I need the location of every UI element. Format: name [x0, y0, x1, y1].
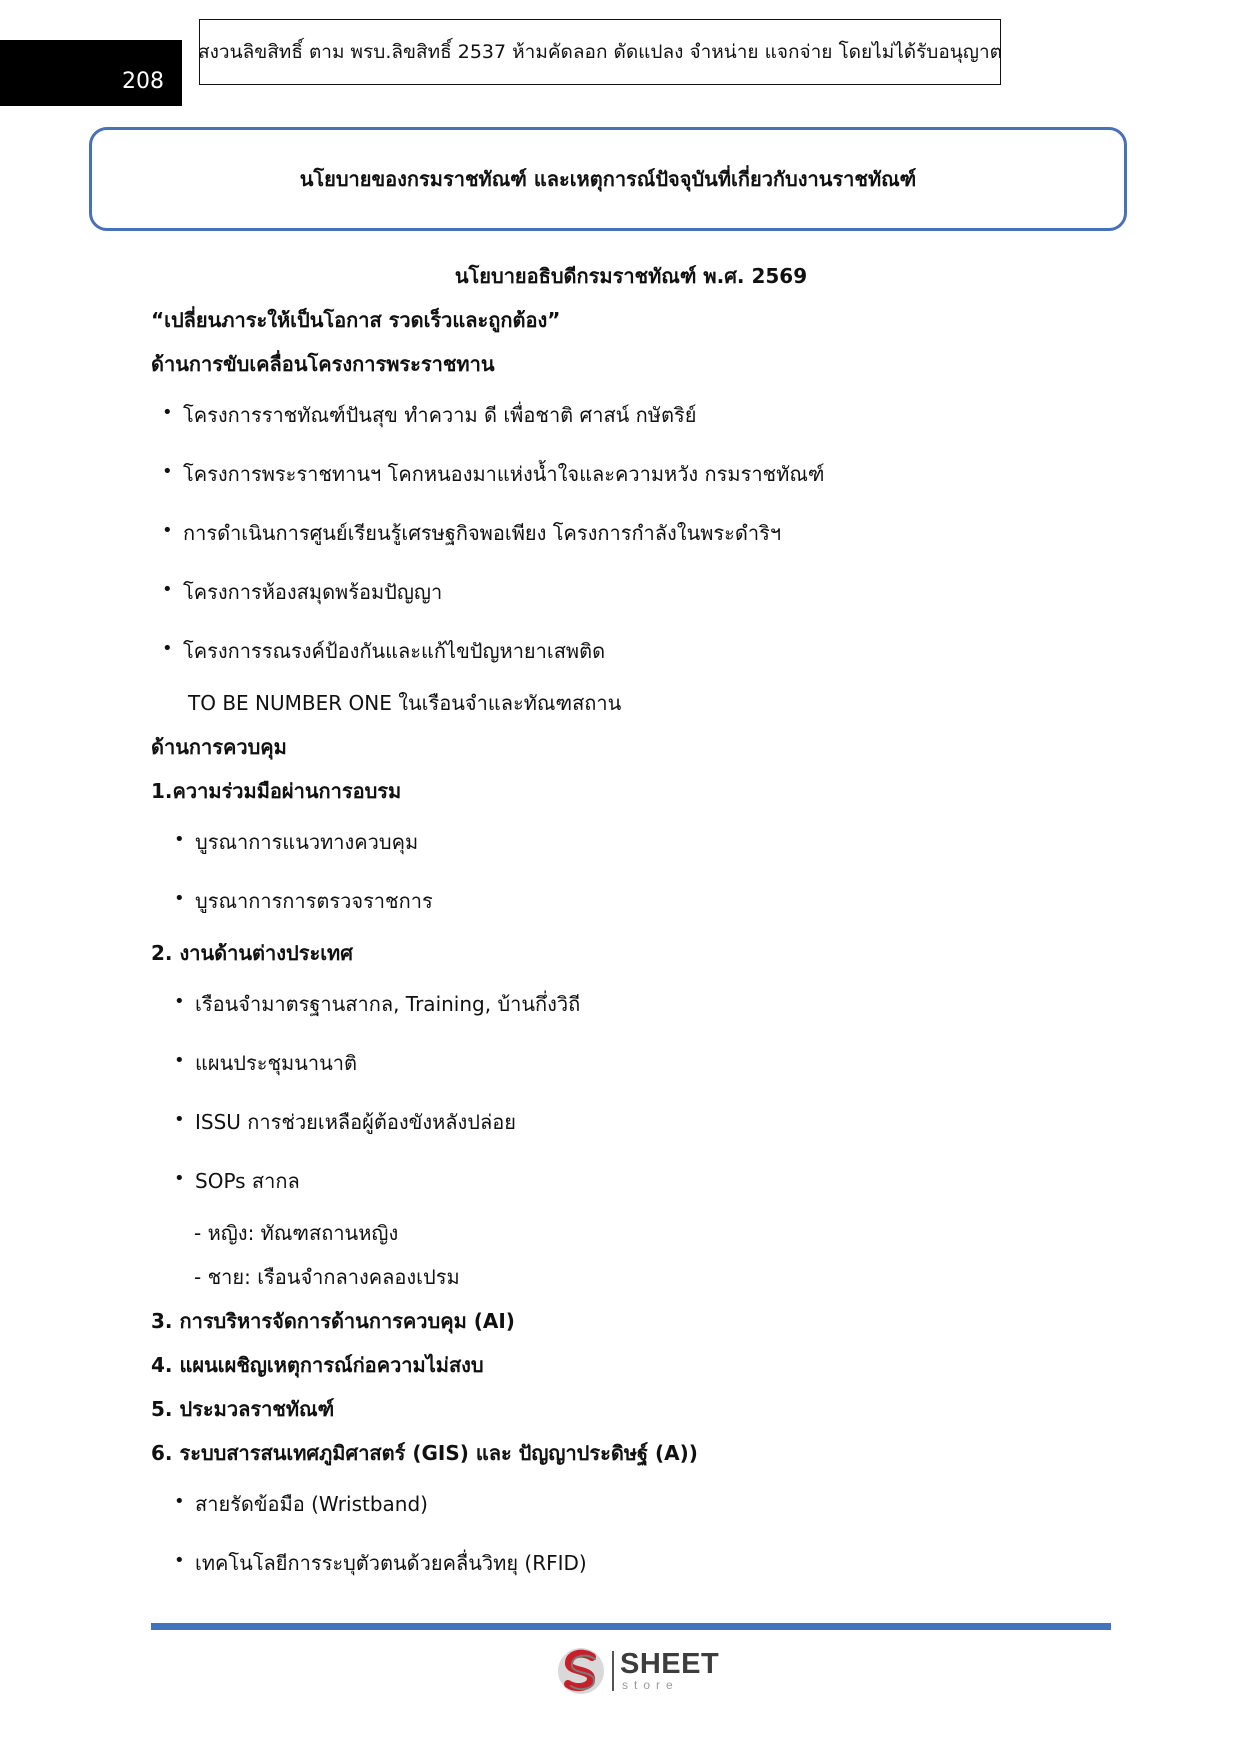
subsection-heading: 1.ความร่วมมือผ่านการอบรม — [151, 779, 402, 803]
sheet-store-logo — [556, 1645, 726, 1697]
subsection-heading: 5. ประมวลราชทัณฑ์ — [151, 1397, 335, 1421]
bullet-icon: • — [162, 579, 173, 600]
list-item: • สายรัดข้อมือ (Wristband) — [174, 1491, 428, 1516]
section-title: นโยบายของกรมราชทัณฑ์ และเหตุการณ์ปัจจุบันที่เกี่ยวกับงานราชทัณฑ์ — [299, 167, 917, 191]
bullet-icon: • — [174, 888, 185, 909]
policy-slogan: “เปลี่ยนภาระให้เป็นโอกาส รวดเร็วและถูกต้อง” — [151, 308, 561, 332]
list-item: • SOPs สากล — [174, 1168, 300, 1193]
footer-rule — [151, 1623, 1111, 1630]
section-heading-control: ด้านการควบคุม — [151, 735, 287, 759]
bullet-icon: • — [174, 1050, 185, 1071]
logo-wordmark: SHEET — [620, 1648, 720, 1680]
list-item: • โครงการพระราชทานฯ โคกหนองมาแห่งน้ำใจและความหวัง กรมราชทัณฑ์ — [162, 461, 825, 486]
list-item: • ISSU การช่วยเหลือผู้ต้องขังหลังปล่อย — [174, 1109, 516, 1134]
copyright-text: สงวนลิขสิทธิ์ ตาม พรบ.ลิขสิทธิ์ 2537 ห้ามคัดลอก ดัดแปลง จำหน่าย แจกจ่าย โดยไม่ได้รับอนุญาต — [198, 41, 1002, 63]
bullet-icon: • — [162, 461, 173, 482]
list-item: • โครงการรณรงค์ป้องกันและแก้ไขปัญหายาเสพติด — [162, 638, 606, 663]
section-heading-royal-projects: ด้านการขับเคลื่อนโครงการพระราชทาน — [151, 352, 495, 376]
bullet-icon: • — [174, 1550, 185, 1571]
document-body — [151, 254, 1111, 1593]
bullet-icon: • — [174, 991, 185, 1012]
list-item: • โครงการราชทัณฑ์ปันสุข ทำความ ดี เพื่อชาติ ศาสน์ กษัตริย์ — [162, 402, 697, 427]
list-item: • แผนประชุมนานาติ — [174, 1050, 358, 1075]
list-item: • เทคโนโลยีการระบุตัวตนด้วยคลื่นวิทยุ (RFID) — [174, 1550, 587, 1575]
list-item-continuation: TO BE NUMBER ONE ในเรือนจำและทัณฑสถาน — [188, 691, 622, 715]
bullet-icon: • — [162, 520, 173, 541]
subsection-heading: 4. แผนเผชิญเหตุการณ์ก่อความไม่สงบ — [151, 1353, 484, 1377]
page-number: 208 — [122, 69, 164, 94]
subsection-heading: 6. ระบบสารสนเทศภูมิศาสตร์ (GIS) และ ปัญญาประดิษฐ์ (A)) — [151, 1441, 698, 1465]
subsection-heading: 2. งานด้านต่างประเทศ — [151, 941, 353, 965]
bullet-icon: • — [162, 638, 173, 659]
page-number-box — [0, 40, 182, 106]
section-title-box — [89, 127, 1127, 231]
list-item: • เรือนจำมาตรฐานสากล, Training, บ้านกึ่งวิถี — [174, 991, 581, 1016]
list-item: • บูรณาการแนวทางควบคุม — [174, 829, 419, 854]
sub-list-item: - หญิง: ทัณฑสถานหญิง — [194, 1221, 399, 1245]
bullet-icon: • — [174, 1491, 185, 1512]
bullet-icon: • — [162, 402, 173, 423]
bullet-icon: • — [174, 1168, 185, 1189]
bullet-icon: • — [174, 1109, 185, 1130]
sheet-store-logo-icon — [556, 1645, 608, 1697]
logo-subtext: store — [622, 1678, 679, 1692]
bullet-icon: • — [174, 829, 185, 850]
list-item: • โครงการห้องสมุดพร้อมปัญญา — [162, 579, 443, 604]
sub-list-item: - ชาย: เรือนจำกลางคลองเปรม — [194, 1265, 460, 1289]
list-item: • การดำเนินการศูนย์เรียนรู้เศรษฐกิจพอเพียง โครงการกำลังในพระดำริฯ — [162, 520, 782, 545]
list-item: • บูรณาการการตรวจราชการ — [174, 888, 433, 913]
logo-divider — [612, 1651, 614, 1691]
copyright-notice — [199, 19, 1001, 85]
policy-title: นโยบายอธิบดีกรมราชทัณฑ์ พ.ศ. 2569 — [454, 264, 808, 288]
subsection-heading: 3. การบริหารจัดการด้านการควบคุม (AI) — [151, 1309, 515, 1333]
